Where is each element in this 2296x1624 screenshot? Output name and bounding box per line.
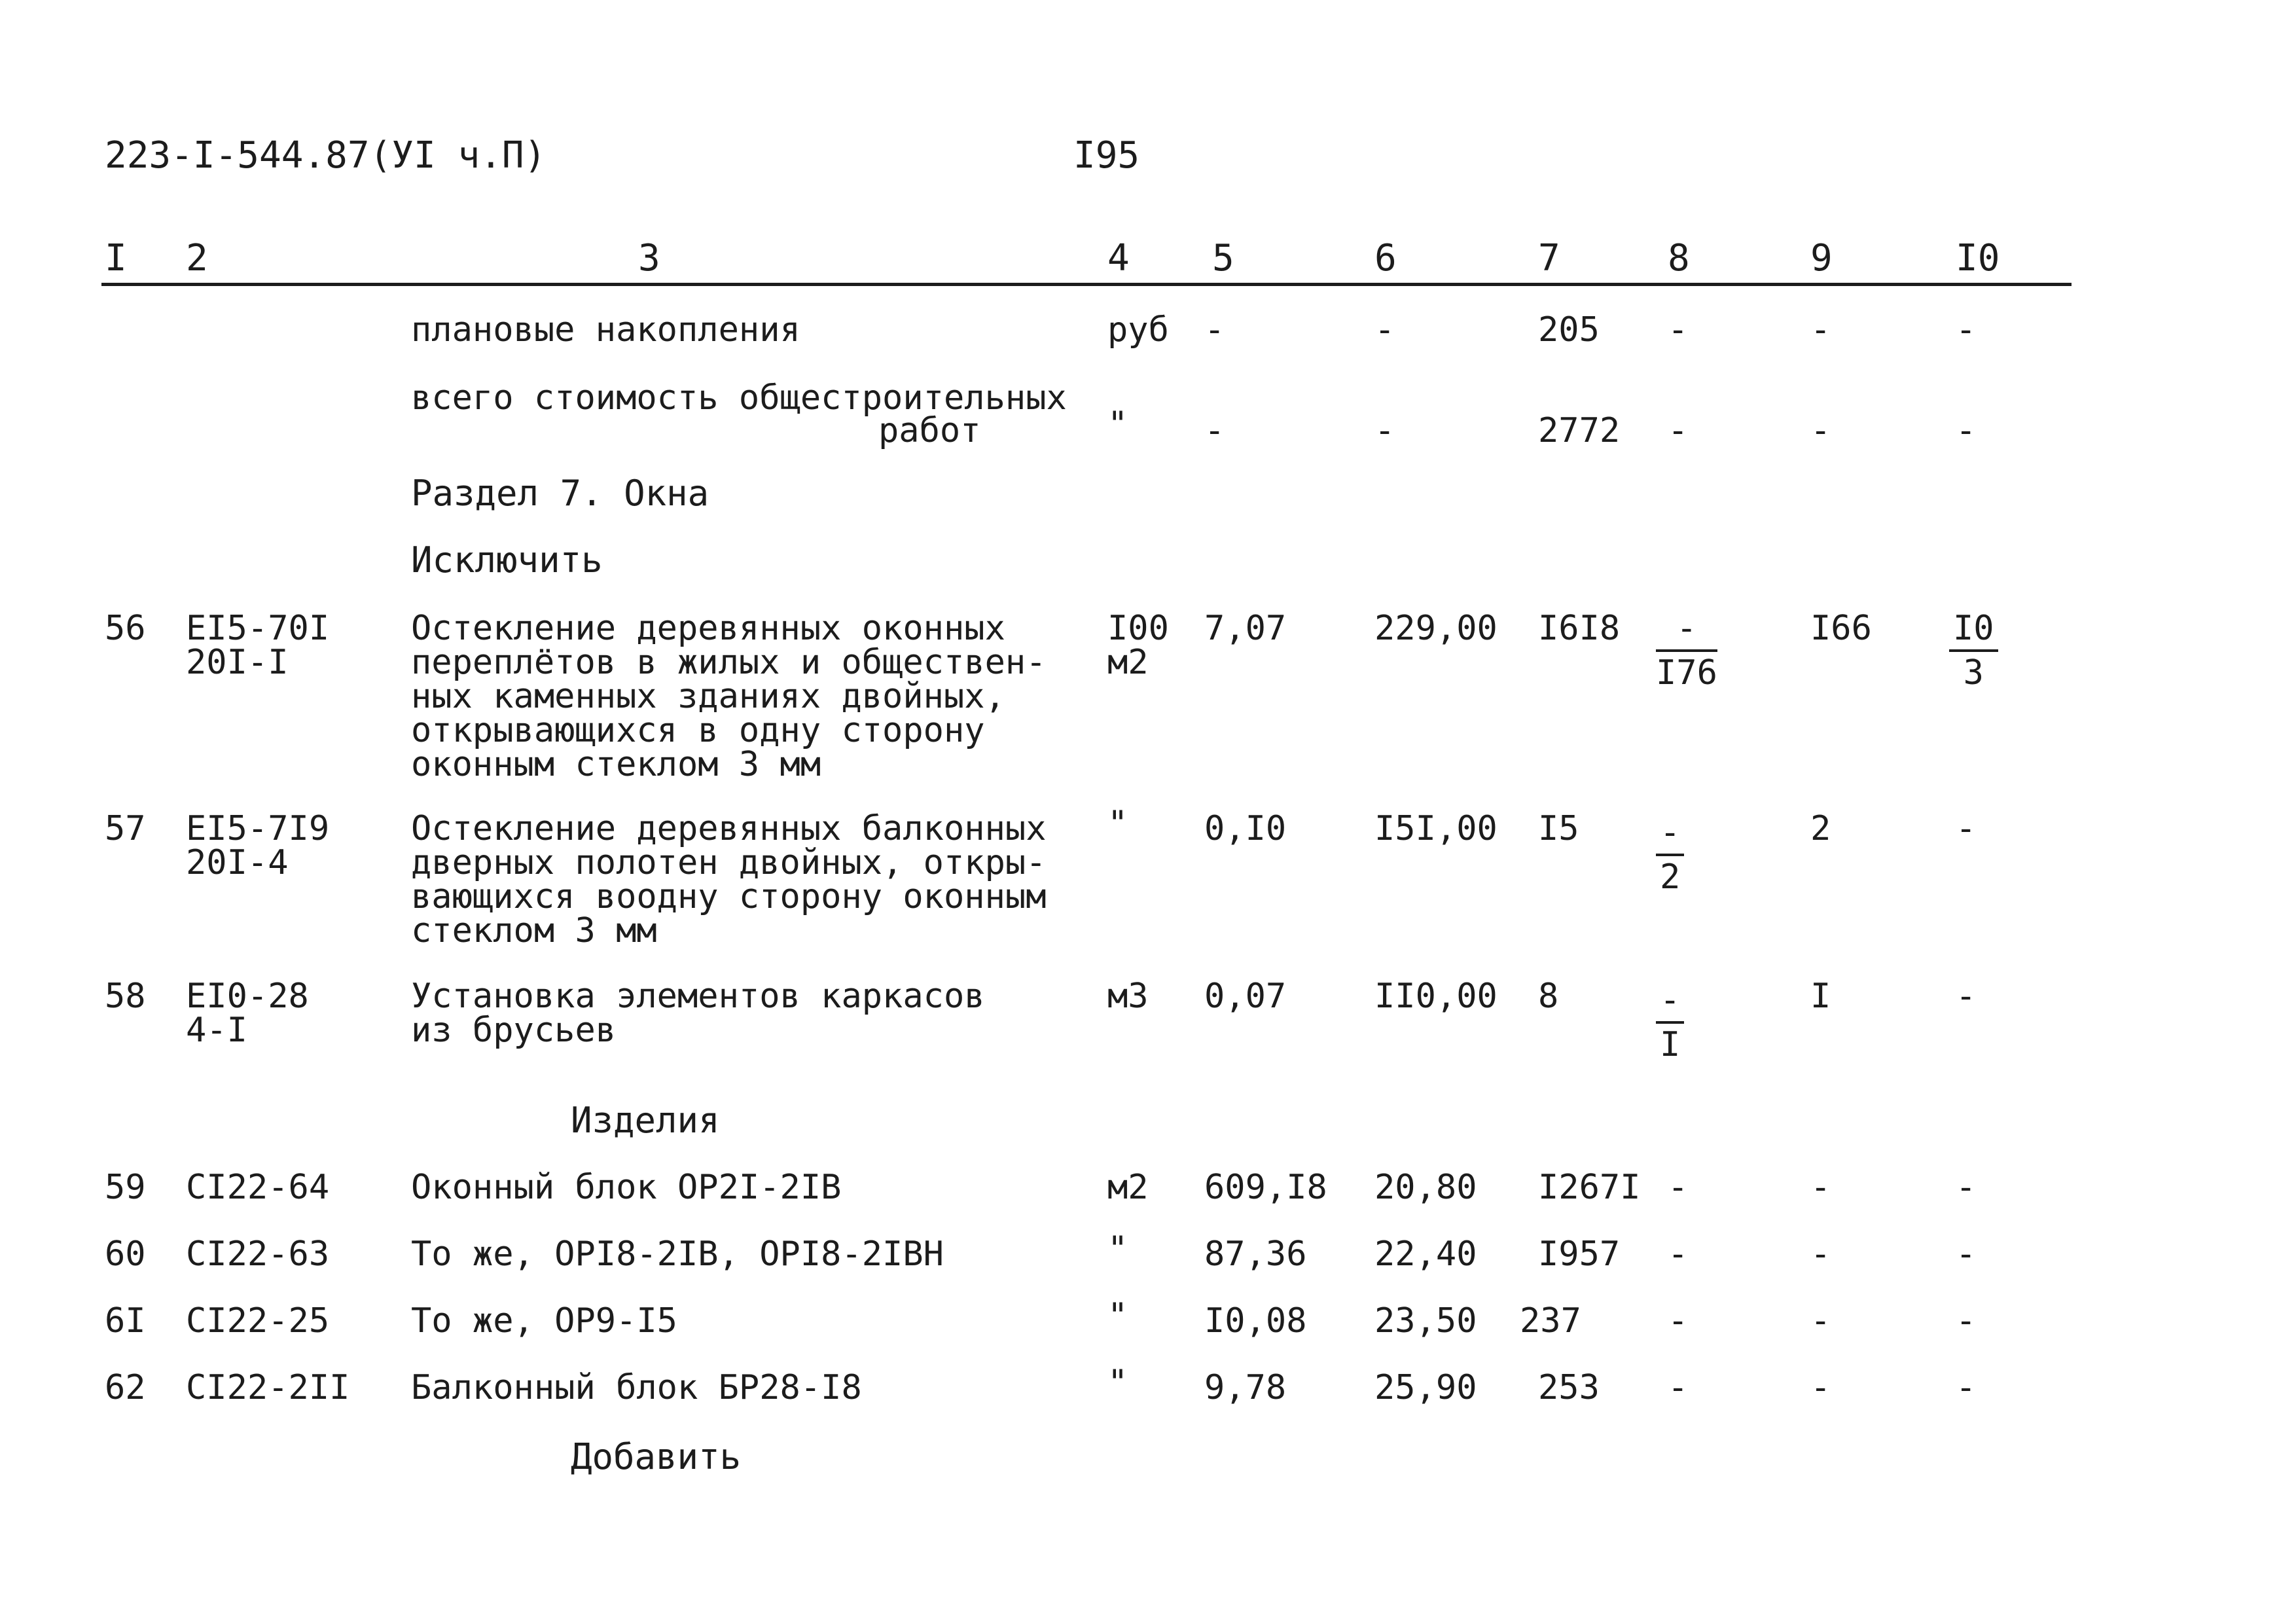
- row-description-line: переплётов в жилых и обществен-: [411, 643, 1047, 682]
- row-description-line: дверных полотен двойных, откры-: [411, 843, 1047, 882]
- column-number: 7: [1538, 237, 1560, 280]
- row-description: То же, ОР9-I5: [411, 1301, 677, 1341]
- row-unit: м3: [1107, 977, 1149, 1016]
- row-code-line: 4-I: [186, 1011, 247, 1050]
- row-col9: -: [1810, 1301, 1831, 1341]
- row-unit-line: м2: [1107, 643, 1149, 682]
- page-number: I95: [1073, 134, 1140, 177]
- row-unit-price: 20,80: [1374, 1168, 1477, 1207]
- row-quantity: 9,78: [1204, 1368, 1287, 1407]
- row-code: CI22-64: [186, 1168, 330, 1207]
- row-col10: -: [1956, 1368, 1977, 1407]
- section-heading: Раздел 7. Окна: [411, 473, 709, 514]
- row-code-line: EI0-28: [186, 977, 309, 1016]
- fraction-denominator: I76: [1656, 653, 1717, 693]
- row-col8-fraction: [1656, 609, 1717, 693]
- row-col10: -: [1956, 1168, 1977, 1207]
- row-quantity: I0,08: [1204, 1301, 1307, 1341]
- section-heading: Исключить: [411, 539, 603, 581]
- row-description-line: оконным стеклом 3 мм: [411, 745, 821, 784]
- row-col10: -: [1956, 310, 1977, 350]
- row-description-line: Установка элементов каркасов: [411, 977, 985, 1016]
- row-col8: -: [1668, 1235, 1689, 1274]
- row-unit: ": [1107, 405, 1128, 444]
- row-unit-line: I00: [1107, 609, 1169, 648]
- row-total: 253: [1538, 1368, 1600, 1407]
- row-col8: -: [1668, 411, 1689, 450]
- row-col8: -: [1668, 1168, 1689, 1207]
- row-col8-fraction: [1656, 813, 1684, 897]
- row-col10: -: [1956, 411, 1977, 450]
- row-unit: ": [1107, 1363, 1128, 1402]
- row-col10: -: [1956, 977, 1977, 1016]
- row-description-line: Остекление деревянных оконных: [411, 609, 1005, 648]
- fraction-numerator: -: [1656, 983, 1684, 1024]
- fraction-numerator: I0: [1949, 611, 1998, 652]
- fraction-numerator: -: [1656, 611, 1717, 652]
- column-number: I: [105, 237, 127, 280]
- row-col8: -: [1668, 1368, 1689, 1407]
- row-total: 205: [1538, 310, 1600, 350]
- row-unit: ": [1107, 1229, 1128, 1269]
- row-total: I957: [1538, 1235, 1621, 1274]
- row-code-line: 20I-I: [186, 643, 289, 682]
- row-total: 2772: [1538, 411, 1621, 450]
- column-number: 6: [1374, 237, 1397, 280]
- row-code: CI22-63: [186, 1235, 330, 1274]
- row-number: 57: [105, 809, 146, 848]
- row-total: 8: [1538, 977, 1559, 1016]
- row-description: То же, ОРI8-2IВ, ОРI8-2IВН: [411, 1235, 944, 1274]
- column-number: I0: [1956, 237, 2000, 280]
- row-description-line: из брусьев: [411, 1011, 617, 1050]
- row-col9: -: [1810, 1368, 1831, 1407]
- document-code: 223-I-544.87(УI ч.П): [105, 134, 547, 177]
- row-col10: -: [1956, 809, 1977, 848]
- header-rule: [101, 283, 2072, 286]
- row-description: Оконный блок ОР2I-2IВ: [411, 1168, 842, 1207]
- row-unit: м2: [1107, 1168, 1149, 1207]
- row-unit-price: I5I,00: [1374, 809, 1498, 848]
- row-description-line: Остекление деревянных балконных: [411, 809, 1047, 848]
- row-description-line: работ: [878, 411, 981, 450]
- row-description-line: вающихся воодну сторону оконным: [411, 877, 1047, 916]
- column-number: 9: [1810, 237, 1833, 280]
- column-number: 5: [1212, 237, 1234, 280]
- row-description-line: открывающихся в одну сторону: [411, 711, 985, 750]
- row-description: плановые накопления: [411, 310, 800, 350]
- section-heading: Добавить: [571, 1436, 742, 1477]
- row-unit-price: 22,40: [1374, 1235, 1477, 1274]
- column-number: 8: [1668, 237, 1690, 280]
- row-quantity: 87,36: [1204, 1235, 1307, 1274]
- row-code-line: EI5-70I: [186, 609, 330, 648]
- row-col9: -: [1810, 310, 1831, 350]
- column-number: 2: [186, 237, 208, 280]
- fraction-denominator: 3: [1963, 653, 1984, 693]
- fraction-denominator: 2: [1660, 857, 1681, 897]
- row-code-line: 20I-4: [186, 843, 289, 882]
- row-number: 6I: [105, 1301, 146, 1341]
- fraction-numerator: -: [1656, 816, 1684, 856]
- row-total: I267I: [1538, 1168, 1641, 1207]
- row-code: CI22-25: [186, 1301, 330, 1341]
- row-unit-price: II0,00: [1374, 977, 1498, 1016]
- column-number: 3: [638, 237, 660, 280]
- row-quantity: 609,I8: [1204, 1168, 1327, 1207]
- row-col10-fraction: [1949, 609, 1998, 693]
- row-col9: I66: [1810, 609, 1872, 648]
- row-quantity: 0,07: [1204, 977, 1287, 1016]
- row-quantity: 7,07: [1204, 609, 1287, 648]
- row-col10: -: [1956, 1301, 1977, 1341]
- row-number: 56: [105, 609, 146, 648]
- row-col8: -: [1668, 310, 1689, 350]
- row-number: 59: [105, 1168, 146, 1207]
- row-unit: ": [1107, 804, 1128, 843]
- fraction-denominator: I: [1660, 1025, 1681, 1064]
- row-quantity: -: [1204, 310, 1225, 350]
- column-number: 4: [1107, 237, 1130, 280]
- row-col8-fraction: [1656, 983, 1684, 1062]
- row-code: CI22-2II: [186, 1368, 350, 1407]
- row-unit-price: 23,50: [1374, 1301, 1477, 1341]
- row-unit-price: -: [1374, 310, 1395, 350]
- row-description: Балконный блок БР28-I8: [411, 1368, 862, 1407]
- row-description-line: всего стоимость общестроительных: [411, 378, 1067, 418]
- row-quantity: 0,I0: [1204, 809, 1287, 848]
- row-number: 60: [105, 1235, 146, 1274]
- column-number-row: [0, 237, 2296, 283]
- row-description-line: ных каменных зданиях двойных,: [411, 677, 1005, 716]
- row-number: 62: [105, 1368, 146, 1407]
- row-description-line: стеклом 3 мм: [411, 911, 657, 950]
- row-total: 237: [1520, 1301, 1581, 1341]
- section-heading: Изделия: [571, 1100, 720, 1141]
- row-unit-price: 229,00: [1374, 609, 1498, 648]
- row-unit: руб: [1107, 310, 1169, 350]
- row-unit: ": [1107, 1296, 1128, 1335]
- row-total: I6I8: [1538, 609, 1621, 648]
- row-code-line: EI5-7I9: [186, 809, 330, 848]
- row-col9: -: [1810, 1235, 1831, 1274]
- row-total: I5: [1538, 809, 1579, 848]
- row-col9: -: [1810, 1168, 1831, 1207]
- row-col10: -: [1956, 1235, 1977, 1274]
- row-unit-price: -: [1374, 411, 1395, 450]
- row-col9: I: [1810, 977, 1831, 1016]
- row-quantity: -: [1204, 411, 1225, 450]
- row-col9: -: [1810, 411, 1831, 450]
- row-unit-price: 25,90: [1374, 1368, 1477, 1407]
- row-col8: -: [1668, 1301, 1689, 1341]
- row-col9: 2: [1810, 809, 1831, 848]
- row-number: 58: [105, 977, 146, 1016]
